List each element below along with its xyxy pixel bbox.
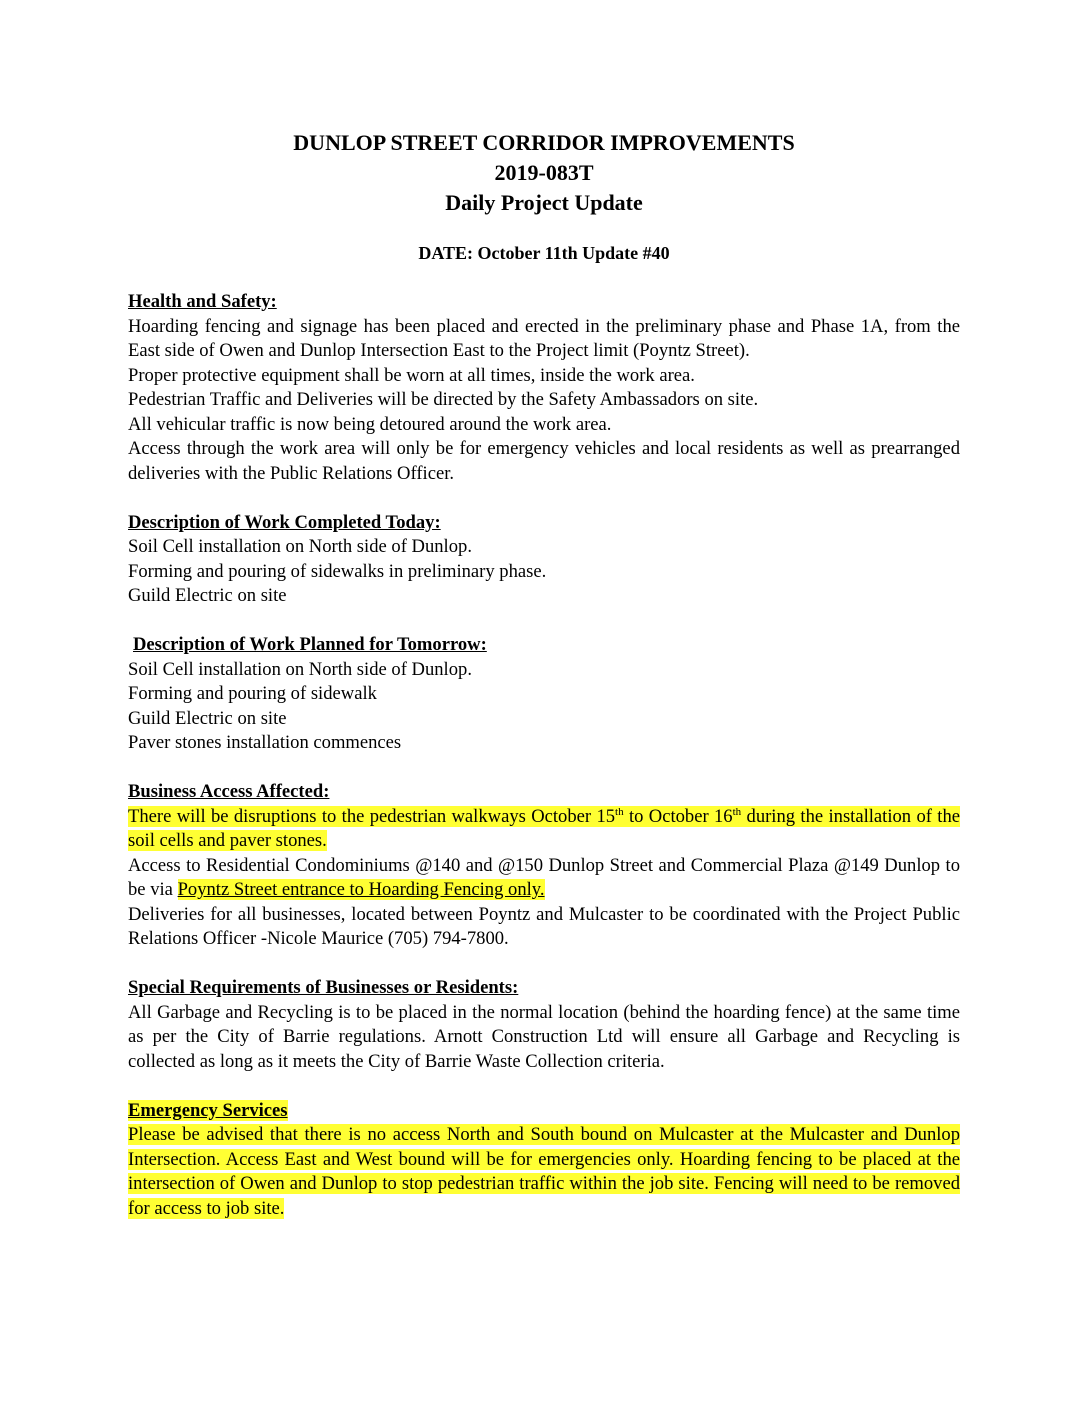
emergency-heading-line	[128, 1099, 960, 1124]
list-item: Soil Cell installation on North side of Dunlop.	[128, 658, 472, 680]
health-safety-line: Proper protective equipment shall be worn at all times, inside the work area.	[128, 364, 695, 386]
health-safety-line: All vehicular traffic is now being detoured around the work area.	[128, 413, 612, 435]
health-safety-line: Pedestrian Traffic and Deliveries will be directed by the Safety Ambassadors on site.	[128, 389, 759, 410]
disruption-text: during the installation of the soil cells and paver stones.	[128, 805, 961, 851]
work-planned-heading: Description of Work Planned for Tomorrow:	[133, 634, 487, 655]
emergency-paragraph	[128, 1123, 960, 1221]
ordinal-suffix: th	[615, 805, 624, 818]
document-subtitle: Daily Project Update	[445, 190, 643, 215]
emergency-services-section	[128, 1099, 960, 1222]
health-safety-section	[128, 290, 960, 486]
health-safety-heading: Health and Safety:	[128, 291, 277, 312]
access-text: Access to Residential Condominiums @140 and @150 Dunlop Street and Commercial Plaza @149 Dunlop to be via	[128, 854, 960, 900]
special-requirements-text: All Garbage and Recycling is to be placed in the normal location (behind the hoarding fence) at the same time as per the City of Barrie regulations. Arnott Construction Ltd will ensure all Garbage and Recycling is collected as long as it meets the City of Barrie Waste Collection criteria.	[128, 1001, 960, 1072]
disruption-notice	[128, 805, 960, 854]
project-title: DUNLOP STREET CORRIDOR IMPROVEMENTS	[293, 130, 795, 155]
work-completed-section	[128, 511, 960, 609]
business-access-heading: Business Access Affected:	[128, 781, 330, 802]
project-number: 2019-083T	[494, 160, 594, 185]
list-item: Forming and pouring of sidewalk	[128, 683, 377, 704]
date-line: DATE: October 11th Update #40	[418, 243, 670, 263]
health-safety-paragraph: Hoarding fencing and signage has been placed and erected in the preliminary phase and Phase 1A, from the East side of Owen and Dunlop Intersection East to the Project limit (Poyntz Street).	[128, 315, 960, 361]
special-requirements-heading: Special Requirements of Businesses or Residents:	[128, 977, 519, 998]
access-highlight: Poyntz Street entrance to Hoarding Fencing only.	[177, 879, 545, 900]
document-title-block	[128, 128, 960, 218]
ordinal-suffix: th	[732, 805, 742, 818]
health-safety-paragraph: Access through the work area will only be for emergency vehicles and local residents as well as prearranged deliveries with the Public Relations Officer.	[128, 438, 960, 484]
disruption-text: There will be disruptions to the pedestrian walkways October 15	[128, 805, 616, 827]
list-item: Paver stones installation commences	[128, 732, 402, 753]
list-item: Guild Electric on site	[128, 707, 287, 729]
access-notice	[128, 854, 960, 903]
special-requirements-section	[128, 976, 960, 1074]
deliveries-notice: Deliveries for all businesses, located between Poyntz and Mulcaster to be coordinated with the Project Public Relations Officer -Nicole Maurice (705) 794-7800.	[128, 903, 960, 949]
business-access-section	[128, 780, 960, 952]
list-item: Soil Cell installation on North side of Dunlop.	[128, 536, 472, 557]
list-item: Guild Electric on site	[128, 585, 287, 606]
emergency-services-heading: Emergency Services	[128, 1099, 288, 1121]
document-body	[128, 290, 960, 1246]
emergency-services-text: Please be advised that there is no access North and South bound on Mulcaster at the Mulcaster and Dunlop Intersection. Access East and West bound will be for emergencies only. Hoarding fencing to be placed at the intersection of Owen and Dunlop to stop pedestrian traffic within the job site. Fencing will need to be removed for access to job site.	[128, 1124, 960, 1219]
highlighted-text	[128, 806, 960, 852]
disruption-text: to October 16	[623, 805, 733, 827]
work-completed-heading: Description of Work Completed Today:	[128, 511, 441, 533]
work-planned-section	[128, 633, 960, 756]
list-item: Forming and pouring of sidewalks in preliminary phase.	[128, 560, 547, 582]
